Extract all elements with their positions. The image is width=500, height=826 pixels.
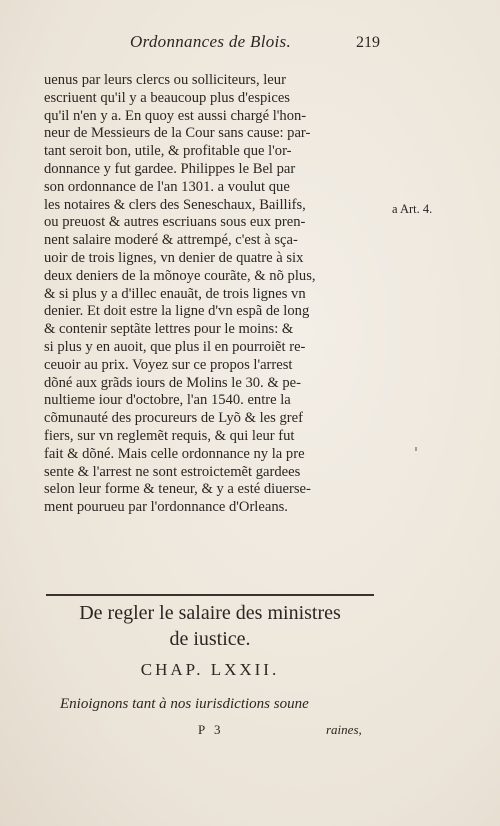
text-line: nultieme iour d'octobre, l'an 1540. entre la: [44, 392, 291, 409]
text-line: denier. Et doit estre la ligne d'vn espã de long: [44, 303, 310, 320]
text-line: dõné aux grãds iours de Molins le 30. & pe-: [44, 374, 301, 391]
text-line: fait & dõné. Mais celle ordonnance ny la pre: [44, 445, 305, 462]
page-number: 219: [356, 34, 380, 51]
text-line: uenus par leurs clercs ou solliciteurs, leur: [44, 72, 286, 88]
signature-mark: P 3: [198, 722, 224, 737]
text-line: qu'il n'en y a. En quoy est aussi chargé l'hon-: [44, 107, 307, 124]
section-rule: [46, 594, 374, 596]
body-text: [44, 72, 374, 517]
chapter-number: CHAP. LXXII.: [140, 660, 280, 679]
chapter-title-line: De regler le salaire des ministres: [79, 602, 341, 624]
text-line: si plus y en auoit, que plus il en pourroiẽt re-: [44, 338, 306, 355]
text-line: ment pourueu par l'ordonnance d'Orleans.: [44, 499, 288, 516]
margin-note: a Art. 4.: [392, 202, 433, 216]
text-line: uoir de trois lignes, vn denier de quatre à six: [44, 249, 304, 266]
chapter-title: [40, 600, 380, 652]
text-line: escriuent qu'il y a beaucoup plus d'espices: [44, 89, 290, 106]
text-line: son ordonnance de l'an 1301. a voulut que: [44, 178, 290, 195]
text-line: selon leur forme & teneur, & y a esté diuerse-: [44, 481, 311, 498]
text-line: cõmunauté des procureurs de Lyõ & les gref: [44, 410, 303, 427]
chapter-opening-line: Enioignons tant à nos iurisdictions soune: [60, 696, 309, 712]
text-line: & si plus y a d'illec enauãt, de trois lignes vn: [44, 285, 306, 302]
text-line: tant seroit bon, utile, & profitable que l'or-: [44, 143, 292, 160]
text-line: deux deniers de la mõnoye courãte, & nõ plus,: [44, 267, 316, 284]
text-line: sente & l'arrest ne sont estroictemẽt gardees: [44, 463, 301, 480]
catchword: raines,: [326, 722, 362, 737]
text-line: ceuoir au prix. Voyez sur ce propos l'arrest: [44, 356, 293, 373]
text-line: les notaires & clers des Seneschaux, Baillifs,: [44, 196, 306, 213]
running-head: Ordonnances de Blois.: [130, 32, 292, 51]
text-line: nent salaire moderé & attrempé, c'est à sça-: [44, 232, 298, 249]
chapter-title-line: de iustice.: [169, 628, 251, 650]
text-line: fiers, sur vn reglemẽt requis, & qui leur fut: [44, 427, 295, 444]
text-line: neur de Messieurs de la Cour sans cause: par-: [44, 125, 311, 142]
text-line: ou preuost & autres escriuans sous eux pren-: [44, 214, 306, 231]
text-line: donnance y fut gardee. Philippes le Bel par: [44, 160, 296, 177]
text-line: & contenir septãte lettres pour le moins: &: [44, 321, 294, 338]
paper-speck: [415, 447, 417, 451]
